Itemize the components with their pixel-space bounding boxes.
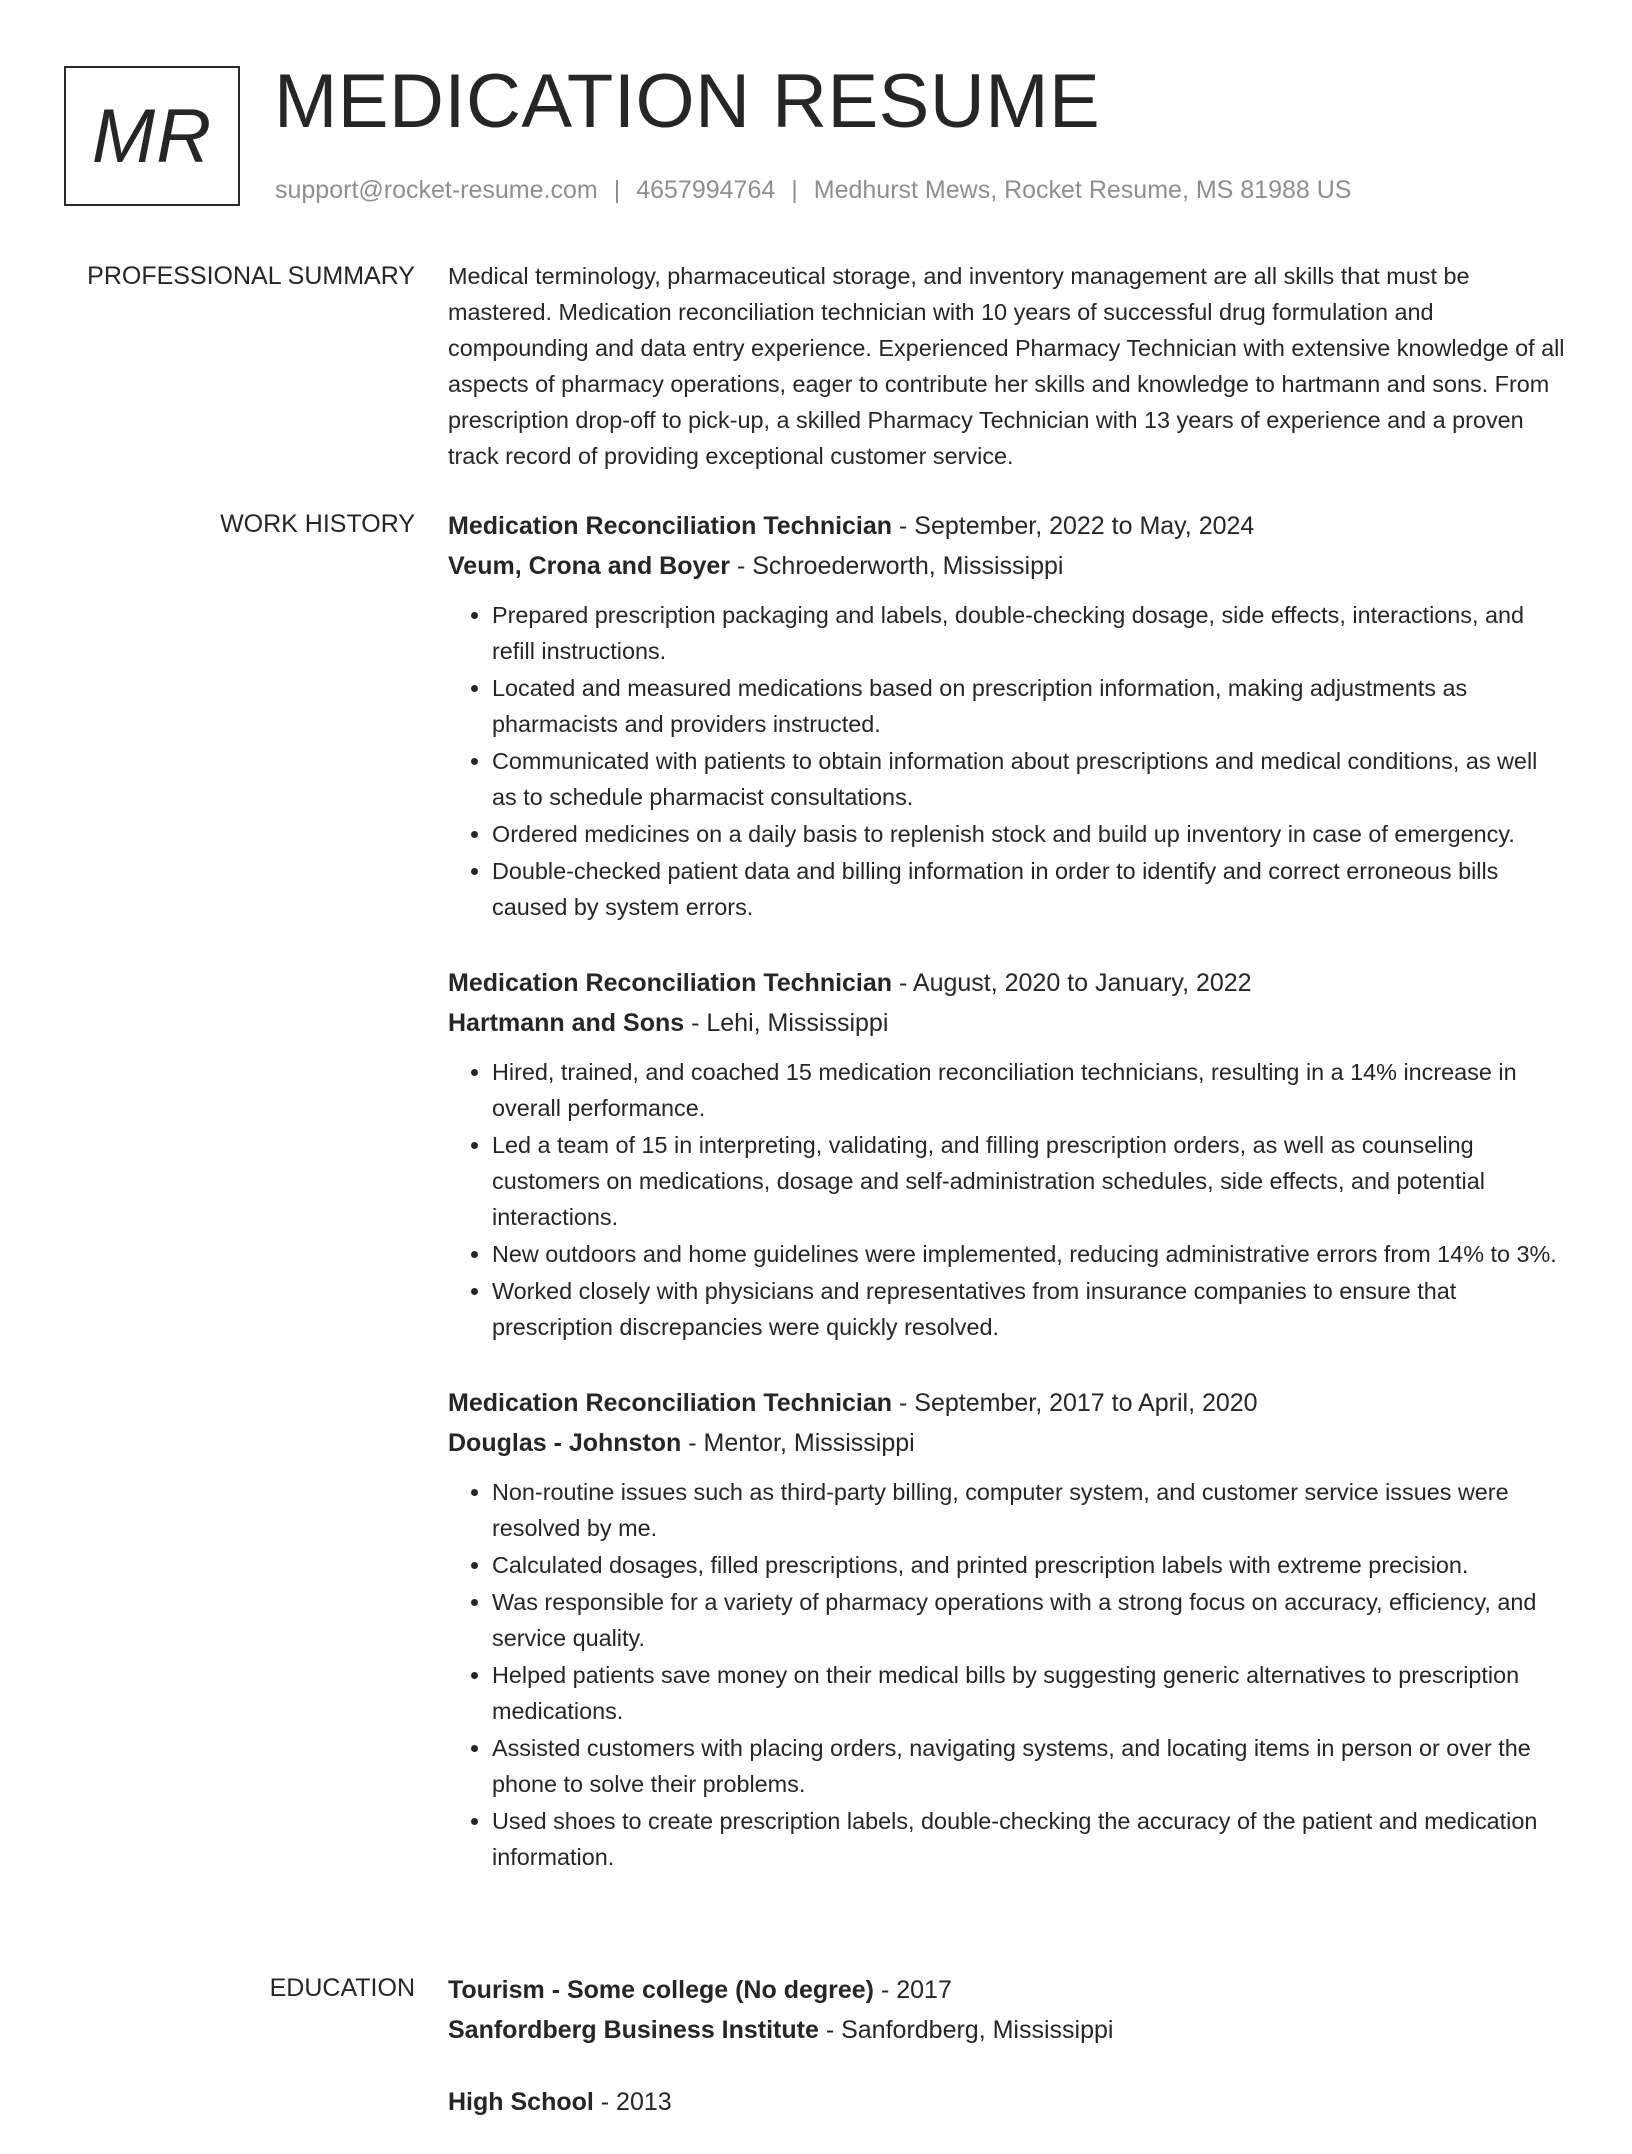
job-bullet: • Calculated dosages, filled prescriptions, and printed prescription labels with extreme precision. bbox=[492, 1547, 1568, 1583]
job-company-line bbox=[448, 546, 1568, 586]
contact-phone: 4657994764 bbox=[636, 176, 776, 204]
job-location: - Lehi, Mississippi bbox=[684, 1009, 889, 1037]
job-bullet: • Helped patients save money on their medical bills by suggesting generic alternatives to prescription medications. bbox=[492, 1657, 1568, 1729]
job-bullet: • Communicated with patients to obtain information about prescriptions and medical conditions, as well as to schedule pharmacist consultations. bbox=[492, 743, 1568, 815]
job-bullet: • Double-checked patient data and billing information in order to identify and correct erroneous bills caused by system errors. bbox=[492, 853, 1568, 925]
work-history-body bbox=[448, 506, 1568, 1913]
education-degree-line bbox=[448, 2082, 1568, 2122]
job-title-line bbox=[448, 963, 1568, 1003]
education-body bbox=[448, 1970, 1568, 2154]
job-bullet: • Located and measured medications based on prescription information, making adjustments as pharmacists and providers instructed. bbox=[492, 670, 1568, 742]
job-entry bbox=[448, 506, 1568, 925]
summary-text: Medical terminology, pharmaceutical storage, and inventory management are all skills that must be mastered. Medication reconciliation technician with 10 years of successful drug formulation and compounding and data entry experience. Experienced Pharmacy Technician with extensive knowledge of all aspects of pharmacy operations, eager to contribute her skills and knowledge to hartmann and sons. From prescription drop-off to pick-up, a skilled Pharmacy Technician with 13 years of experience and a proven track record of providing exceptional customer service. bbox=[448, 263, 1565, 469]
job-bullet: • Was responsible for a variety of pharmacy operations with a strong focus on accuracy, efficiency, and service quality. bbox=[492, 1584, 1568, 1656]
job-company-line bbox=[448, 1003, 1568, 1043]
job-bullet: • Assisted customers with placing orders, navigating systems, and locating items in person or over the phone to solve their problems. bbox=[492, 1730, 1568, 1802]
job-title: Medication Reconciliation Technician bbox=[448, 1389, 893, 1417]
job-dates: - September, 2017 to April, 2020 bbox=[892, 1389, 1258, 1417]
job-bullet: • Hired, trained, and coached 15 medication reconciliation technicians, resulting in a 14% increase in overall performance. bbox=[492, 1054, 1568, 1126]
job-bullet-list bbox=[448, 1474, 1568, 1875]
monogram-logo bbox=[64, 66, 240, 206]
education-degree: High School bbox=[448, 2088, 594, 2116]
education-degree-line bbox=[448, 1970, 1568, 2010]
job-bullet-list bbox=[448, 597, 1568, 925]
contact-line bbox=[275, 174, 1351, 206]
contact-separator: | bbox=[791, 176, 798, 204]
job-dates: - September, 2022 to May, 2024 bbox=[892, 512, 1255, 540]
education-year: - 2013 bbox=[593, 2088, 672, 2116]
job-company: Douglas - Johnston bbox=[448, 1429, 682, 1457]
job-bullet-list bbox=[448, 1054, 1568, 1345]
summary-body bbox=[448, 258, 1568, 474]
job-location: - Schroederworth, Mississippi bbox=[730, 552, 1064, 580]
education-school-line bbox=[448, 2010, 1568, 2050]
contact-email: support@rocket-resume.com bbox=[275, 176, 598, 204]
job-bullet: • Used shoes to create prescription labels, double-checking the accuracy of the patient and medication information. bbox=[492, 1803, 1568, 1875]
job-bullet: • Led a team of 15 in interpreting, validating, and filling prescription orders, as well as counseling customers on medications, dosage and self-administration schedules, side effects, and potential interactions. bbox=[492, 1127, 1568, 1235]
section-label-work-history: WORK HISTORY bbox=[220, 510, 415, 538]
education-entry bbox=[448, 1970, 1568, 2050]
job-entry bbox=[448, 1383, 1568, 1875]
contact-separator: | bbox=[613, 176, 621, 204]
education-location: - Sanfordberg, Mississippi bbox=[818, 2016, 1114, 2044]
section-label-education: EDUCATION bbox=[269, 1974, 415, 2002]
job-title: Medication Reconciliation Technician bbox=[448, 512, 893, 540]
education-degree: Tourism - Some college (No degree) bbox=[448, 1976, 875, 2004]
section-label-summary: PROFESSIONAL SUMMARY bbox=[87, 262, 415, 290]
job-company-line bbox=[448, 1423, 1568, 1463]
job-location: - Mentor, Mississippi bbox=[681, 1429, 915, 1457]
resume-title: MEDICATION RESUME bbox=[274, 59, 1101, 144]
job-bullet: • Worked closely with physicians and representatives from insurance companies to ensure that prescription discrepancies were quickly resolved. bbox=[492, 1273, 1568, 1345]
job-title-line bbox=[448, 1383, 1568, 1423]
job-dates: - August, 2020 to January, 2022 bbox=[892, 969, 1252, 997]
monogram-text: MR bbox=[91, 93, 213, 179]
job-title: Medication Reconciliation Technician bbox=[448, 969, 893, 997]
education-school: Sanfordberg Business Institute bbox=[448, 2016, 819, 2044]
education-year: - 2017 bbox=[874, 1976, 952, 2004]
job-entry bbox=[448, 963, 1568, 1345]
contact-address: Medhurst Mews, Rocket Resume, MS 81988 US bbox=[813, 176, 1352, 204]
job-title-line bbox=[448, 506, 1568, 546]
job-bullet: • Prepared prescription packaging and labels, double-checking dosage, side effects, interactions, and refill instructions. bbox=[492, 597, 1568, 669]
job-company: Veum, Crona and Boyer bbox=[448, 552, 731, 580]
job-company: Hartmann and Sons bbox=[448, 1009, 685, 1037]
job-bullet: • Ordered medicines on a daily basis to replenish stock and build up inventory in case of emergency. bbox=[492, 816, 1568, 852]
education-entry bbox=[448, 2082, 1568, 2122]
job-bullet: • New outdoors and home guidelines were implemented, reducing administrative errors from 14% to 3%. bbox=[492, 1236, 1568, 1272]
job-bullet: • Non-routine issues such as third-party billing, computer system, and customer service issues were resolved by me. bbox=[492, 1474, 1568, 1546]
